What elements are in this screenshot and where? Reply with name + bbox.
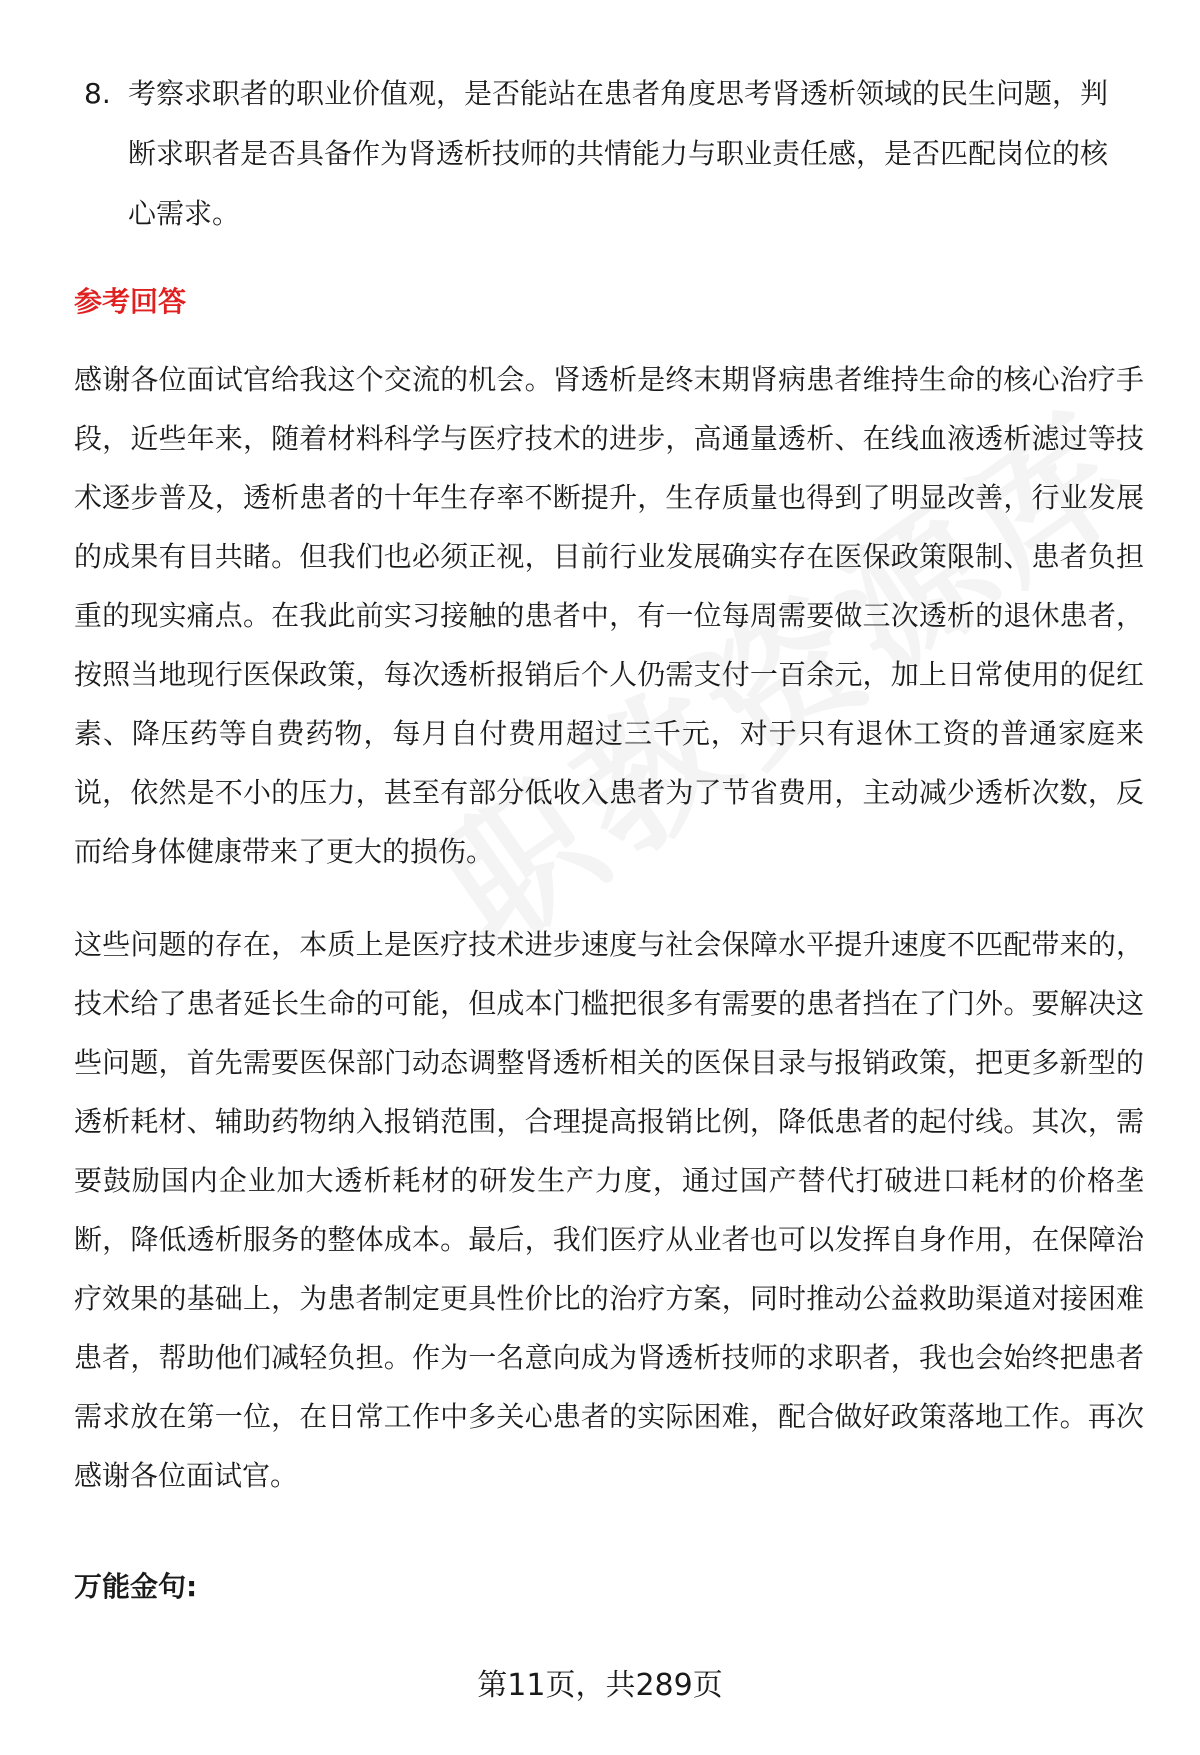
question-item-text: 考察求职者的职业价值观，是否能站在患者角度思考肾透析领域的民生问题，判断求职者是否具备作为肾透析技师的共情能力与职业责任感，是否匹配岗位的核心需求。 — [128, 77, 1109, 230]
reference-answer-title: 参考回答 — [74, 285, 187, 318]
answer-paragraph-2: 这些问题的存在，本质上是医疗技术进步速度与社会保障水平提升速度不匹配带来的，技术给了患者延长生命的可能，但成本门槛把很多有需要的患者挡在了门外。要解决这些问题，首先需要医保部门动态调整肾透析相关的医保目录与报销政策，把更多新型的透析耗材、辅助药物纳入报销范围，合理提高报销比例，降低患者的起付线。其次，需要鼓励国内企业加大透析耗材的研发生产力度，通过国产替代打破进口耗材的价格垄断，降低透析服务的整体成本。最后，我们医疗从业者也可以发挥自身作用，在保障治疗效果的基础上，为患者制定更具性价比的治疗方案，同时推动公益救助渠道对接困难患者，帮助他们减轻负担。作为一名意向成为肾透析技师的求职者，我也会始终把患者需求放在第一位，在日常工作中多关心患者的实际困难，配合做好政策落地工作。再次感谢各位面试官。 — [74, 928, 1144, 1492]
question-item-number: 8. — [84, 77, 111, 110]
golden-sentences-title: 万能金句: — [74, 1570, 198, 1603]
page-number-footer: 第11页，共289页 — [477, 1668, 723, 1703]
question-item — [84, 64, 1134, 244]
answer-paragraph-1: 感谢各位面试官给我这个交流的机会。肾透析是终末期肾病患者维持生命的核心治疗手段，近些年来，随着材料科学与医疗技术的进步，高通量透析、在线血液透析滤过等技术逐步普及，透析患者的十年生存率不断提升，生存质量也得到了明显改善，行业发展的成果有目共睹。但我们也必须正视，目前行业发展确实存在医保政策限制、患者负担重的现实痛点。在我此前实习接触的患者中，有一位每周需要做三次透析的退休患者，按照当地现行医保政策，每次透析报销后个人仍需支付一百余元，加上日常使用的促红素、降压药等自费药物，每月自付费用超过三千元，对于只有退休工资的普通家庭来说，依然是不小的压力，甚至有部分低收入患者为了节省费用，主动减少透析次数，反而给身体健康带来了更大的损伤。 — [74, 363, 1144, 868]
